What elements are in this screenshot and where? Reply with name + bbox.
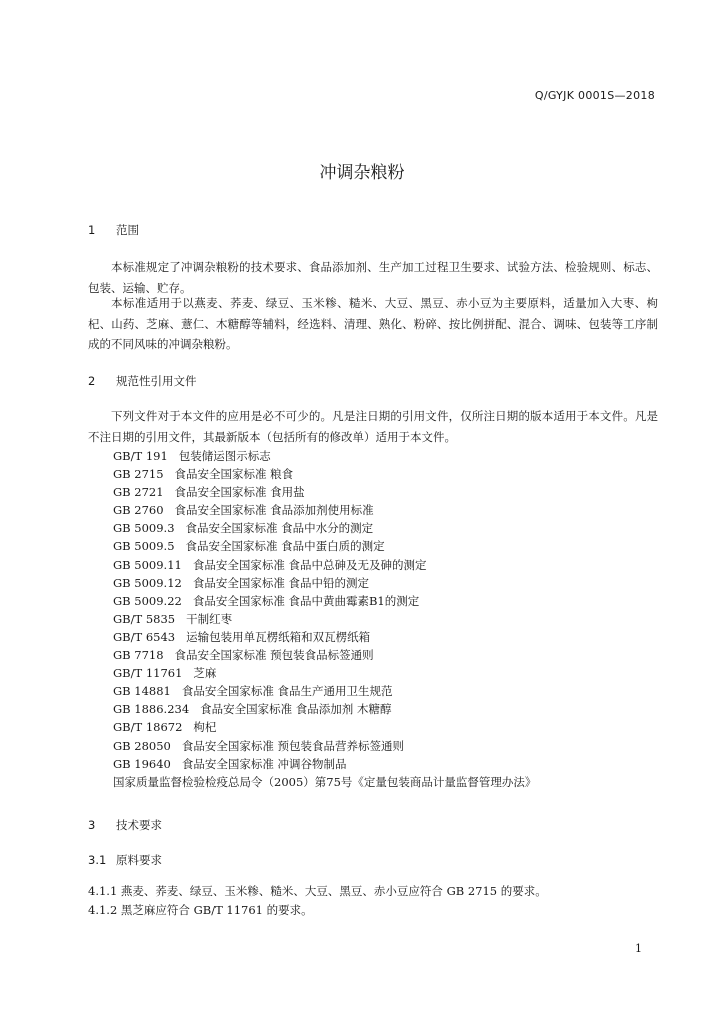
- reference-item: GB 1886.234 食品安全国家标准 食品添加剂 木糖醇: [113, 702, 392, 717]
- normative-references-list: [113, 447, 536, 791]
- section-1-heading: [88, 222, 139, 238]
- reference-item: GB 5009.22 食品安全国家标准 食品中黄曲霉素B1的测定: [113, 593, 420, 608]
- reference-item: GB/T 11761 芝麻: [113, 666, 217, 681]
- reference-item: GB 28050 食品安全国家标准 预包装食品营养标签通则: [113, 738, 404, 753]
- reference-item: GB 2721 食品安全国家标准 食用盐: [113, 485, 305, 500]
- subsection-number: 3.1: [88, 853, 107, 867]
- requirement-item: 4.1.2 黑芝麻应符合 GB/T 11761 的要求。: [88, 903, 313, 917]
- page-number: 1: [635, 942, 642, 955]
- reference-item: GB/T 6543 运输包装用单瓦楞纸箱和双瓦楞纸箱: [113, 629, 371, 644]
- document-title: 冲调杂粮粉: [319, 163, 405, 183]
- section-number: 2: [88, 374, 96, 388]
- section-number: 1: [88, 223, 96, 237]
- reference-item: GB/T 5835 干制红枣: [113, 611, 233, 626]
- reference-item: 国家质量监督检验检疫总局令（2005）第75号《定量包装商品计量监督管理办法》: [113, 774, 537, 789]
- reference-item: GB 19640 食品安全国家标准 冲调谷物制品: [113, 756, 347, 771]
- requirement-item: 4.1.1 燕麦、荞麦、绿豆、玉米糁、糙米、大豆、黑豆、赤小豆应符合 GB 2715 的要求。: [88, 884, 547, 898]
- section-1-paragraph-2: 本标准适用于以燕麦、荞麦、绿豆、玉米糁、糙米、大豆、黑豆、赤小豆为主要原料，适量加入大枣、枸杞、山药、芝麻、薏仁、木糖醇等辅料，经选料、清理、熟化、粉碎、按比例拼配、混合、调味、包装等工序制成的不同风味的冲调杂粮粉。: [88, 296, 658, 351]
- reference-item: GB 2715 食品安全国家标准 粮食: [113, 467, 294, 482]
- reference-item: GB 5009.12 食品安全国家标准 食品中铅的测定: [113, 575, 369, 590]
- standard-code: Q/GYJK 0001S—2018: [534, 89, 655, 102]
- section-title: 规范性引用文件: [116, 374, 197, 388]
- reference-item: GB 7718 食品安全国家标准 预包装食品标签通则: [113, 648, 374, 663]
- reference-item: GB/T 191 包装储运图示标志: [113, 449, 271, 463]
- section-title: 范围: [116, 223, 139, 237]
- section-number: 3: [88, 818, 96, 832]
- section-3-heading: [88, 817, 162, 833]
- reference-item: GB 14881 食品安全国家标准 食品生产通用卫生规范: [113, 684, 393, 699]
- subsection-title: 原料要求: [116, 853, 162, 867]
- reference-item: GB 5009.5 食品安全国家标准 食品中蛋白质的测定: [113, 539, 385, 554]
- section-2-intro: 下列文件对于本文件的应用是必不可少的。凡是注日期的引用文件，仅所注日期的版本适用于本文件。凡是不注日期的引用文件，其最新版本（包括所有的修改单）适用于本文件。: [88, 409, 658, 444]
- reference-item: GB/T 18672 枸杞: [113, 720, 217, 735]
- reference-item: GB 5009.3 食品安全国家标准 食品中水分的测定: [113, 521, 374, 536]
- reference-item: GB 5009.11 食品安全国家标准 食品中总砷及无及砷的测定: [113, 557, 427, 572]
- reference-item: GB 2760 食品安全国家标准 食品添加剂使用标准: [113, 503, 374, 518]
- section-1-paragraph-1: 本标准规定了冲调杂粮粉的技术要求、食品添加剂、生产加工过程卫生要求、试验方法、检验规则、标志、包装、运输、贮存。: [88, 260, 658, 295]
- section-title: 技术要求: [116, 818, 162, 832]
- subsection-3-1-heading: [88, 852, 162, 868]
- section-2-heading: [88, 373, 197, 389]
